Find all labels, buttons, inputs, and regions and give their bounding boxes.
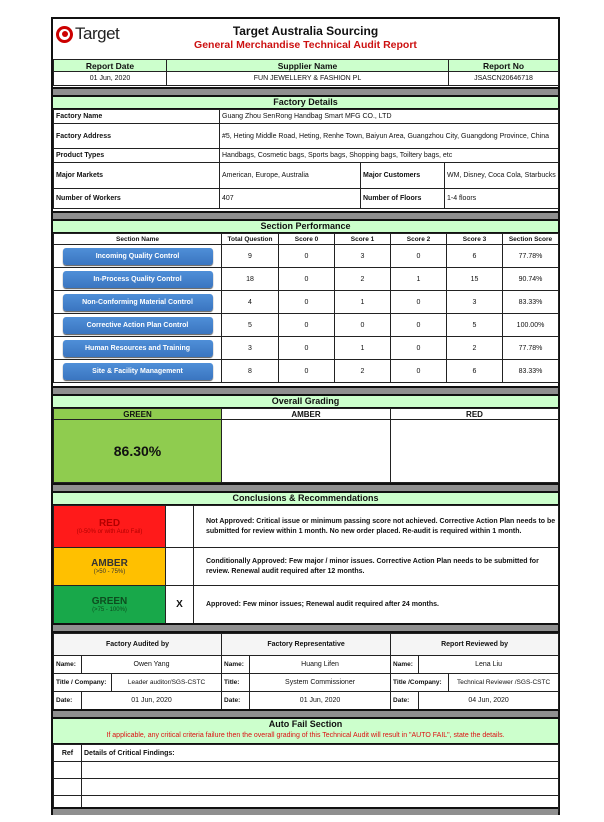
- finding-details[interactable]: [82, 779, 559, 796]
- product-types-label: Product Types: [54, 149, 220, 163]
- logo-text: Target: [75, 24, 120, 43]
- representative-date-label: Date:: [222, 692, 250, 710]
- section-divider: [53, 483, 558, 493]
- score-1-value: 1: [335, 337, 391, 360]
- section-button-site-facility-management[interactable]: Site & Facility Management: [63, 363, 213, 380]
- table-row: [54, 314, 559, 337]
- amber-score-cell: [222, 420, 391, 483]
- score-3-value: 6: [447, 245, 503, 268]
- workers-label: Number of Workers: [54, 189, 220, 209]
- section-performance-title: Section Performance: [53, 221, 558, 233]
- factory-details-section: [53, 97, 558, 209]
- representative-date-value: 01 Jun, 2020: [250, 692, 391, 710]
- reviewer-date-value: 04 Jun, 2020: [419, 692, 559, 710]
- representative-title-value: System Commissioner: [250, 674, 391, 692]
- supplier-name-header: Supplier Name: [167, 60, 449, 72]
- selection-mark: [166, 548, 194, 586]
- score-3-value: 15: [447, 268, 503, 291]
- score-0-value: 0: [279, 360, 335, 383]
- grade-amber-label: [54, 548, 166, 586]
- reviewer-name-label: Name:: [391, 656, 419, 674]
- report-no-header: Report No: [449, 60, 559, 72]
- col-score-3: Score 3: [447, 234, 503, 245]
- critical-findings-header: Details of Critical Findings:: [82, 745, 559, 762]
- conclusion-text: Not Approved: Critical issue or minimum passing score not achieved. Corrective Action Plan needs to be submitted for review within 1 month. No new order placed. Re-audit is required within 1 month.: [194, 506, 559, 548]
- score-0-value: 0: [279, 245, 335, 268]
- representative-header: Factory Representative: [222, 634, 391, 656]
- report-title: Target Australia Sourcing: [232, 24, 379, 38]
- major-markets-value: American, Europe, Australia: [220, 163, 361, 189]
- factory-name-value: Guang Zhou SenRong Handbag Smart MFG CO., LTD: [220, 110, 559, 124]
- auto-fail-header: [53, 719, 558, 744]
- total-question-value: 9: [222, 245, 279, 268]
- score-1-value: 2: [335, 360, 391, 383]
- auditor-name-label: Name:: [54, 656, 82, 674]
- score-0-value: 0: [279, 268, 335, 291]
- auto-fail-section: [53, 719, 558, 812]
- conclusion-text: Conditionally Approved: Few major / minor issues. Corrective Action Plan needs to be submitted for review. Renewal audit required after 12 months.: [194, 548, 559, 586]
- conclusion-row-green: [54, 586, 559, 624]
- col-score-1: Score 1: [335, 234, 391, 245]
- grade-red-label: [54, 506, 166, 548]
- section-score-value: 83.33%: [503, 360, 559, 383]
- section-performance: [53, 221, 558, 383]
- total-question-value: 5: [222, 314, 279, 337]
- grade-green-label: [54, 586, 166, 624]
- major-customers-value: WM, Disney, Coca Cola, Starbucks: [445, 163, 559, 189]
- section-score-value: 77.78%: [503, 337, 559, 360]
- section-score-value: 77.78%: [503, 245, 559, 268]
- finding-row: [54, 779, 559, 796]
- section-button-in-process-quality-control[interactable]: In-Process Quality Control: [63, 271, 213, 288]
- table-row: [54, 291, 559, 314]
- section-divider: [53, 807, 558, 815]
- representative-title-label: Title:: [222, 674, 250, 692]
- report-date-header: Report Date: [54, 60, 167, 72]
- table-row: [54, 268, 559, 291]
- score-3-value: 2: [447, 337, 503, 360]
- score-1-value: 1: [335, 291, 391, 314]
- grade-range: (>75 - 100%): [92, 607, 127, 613]
- representative-name-label: Name:: [222, 656, 250, 674]
- signatures-section: [53, 633, 558, 710]
- score-0-value: 0: [279, 314, 335, 337]
- auto-fail-note: If applicable, any critical criteria failure then the overall grading of this Technical Audit will result in "AUTO FAIL", state the details.: [106, 732, 505, 739]
- red-score-cell: [391, 420, 559, 483]
- table-row: [54, 245, 559, 268]
- score-3-value: 5: [447, 314, 503, 337]
- section-button-incoming-quality-control[interactable]: Incoming Quality Control: [63, 248, 213, 265]
- factory-name-label: Factory Name: [54, 110, 220, 124]
- score-2-value: 0: [391, 314, 447, 337]
- overall-grading: [53, 396, 558, 483]
- score-1-value: 2: [335, 268, 391, 291]
- report-no-value: JSASCN20646718: [449, 72, 559, 86]
- score-1-value: 0: [335, 314, 391, 337]
- reviewer-header: Report Reviewed by: [391, 634, 559, 656]
- score-1-value: 3: [335, 245, 391, 268]
- grade-name: AMBER: [91, 558, 128, 569]
- score-2-value: 0: [391, 337, 447, 360]
- col-total-question: Total Question: [222, 234, 279, 245]
- grade-red-header: RED: [391, 409, 559, 420]
- finding-details[interactable]: [82, 762, 559, 779]
- factory-details-title: Factory Details: [53, 97, 558, 109]
- factory-address-label: Factory Address: [54, 124, 220, 149]
- section-button-human-resources-and-training[interactable]: Human Resources and Training: [63, 340, 213, 357]
- section-divider: [53, 211, 558, 221]
- representative-name-value: Huang Lifen: [250, 656, 391, 674]
- total-question-value: 8: [222, 360, 279, 383]
- overall-score-value: 86.30%: [54, 420, 222, 483]
- section-score-value: 83.33%: [503, 291, 559, 314]
- grade-amber-header: AMBER: [222, 409, 391, 420]
- score-2-value: 0: [391, 360, 447, 383]
- section-divider: [53, 623, 558, 633]
- grade-name: RED: [98, 518, 121, 529]
- section-divider: [53, 709, 558, 719]
- floors-value: 1-4 floors: [445, 189, 559, 209]
- selection-mark: [166, 506, 194, 548]
- conclusion-row-amber: [54, 548, 559, 586]
- auditor-title-value: Leader auditor/SGS-CSTC: [112, 674, 222, 692]
- summary-table: [53, 59, 558, 86]
- grade-name: GREEN: [91, 596, 128, 607]
- section-divider: [53, 386, 558, 396]
- score-2-value: 0: [391, 245, 447, 268]
- auditor-name-value: Owen Yang: [82, 656, 222, 674]
- reviewer-name-value: Lena Liu: [419, 656, 559, 674]
- grade-range: (>50 - 75%): [93, 569, 126, 575]
- finding-row: [54, 762, 559, 779]
- total-question-value: 3: [222, 337, 279, 360]
- supplier-name-value: FUN JEWELLERY & FASHION PL: [167, 72, 449, 86]
- auditor-date-value: 01 Jun, 2020: [82, 692, 222, 710]
- overall-grading-title: Overall Grading: [53, 396, 558, 408]
- finding-ref[interactable]: [54, 779, 82, 796]
- score-3-value: 6: [447, 360, 503, 383]
- ref-header: Ref: [54, 745, 82, 762]
- section-button-corrective-action-plan-control[interactable]: Corrective Action Plan Control: [63, 317, 213, 334]
- conclusion-text: Approved: Few minor issues; Renewal audit required after 24 months.: [194, 586, 559, 624]
- grade-range: (0-50% or with Auto Fail): [76, 529, 143, 535]
- section-button-non-conforming-material-control[interactable]: Non-Conforming Material Control: [63, 294, 213, 311]
- reviewer-title-value: Technical Reviewer /SGS-CSTC: [449, 674, 559, 692]
- total-question-value: 4: [222, 291, 279, 314]
- auto-fail-title: Auto Fail Section: [268, 719, 343, 729]
- floors-label: Number of Floors: [361, 189, 445, 209]
- grade-green-header: GREEN: [54, 409, 222, 420]
- reviewer-title-label: Title /Company:: [391, 674, 449, 692]
- conclusion-row-red: [54, 506, 559, 548]
- finding-ref[interactable]: [54, 762, 82, 779]
- total-question-value: 18: [222, 268, 279, 291]
- auditor-date-label: Date:: [54, 692, 82, 710]
- section-score-value: 90.74%: [503, 268, 559, 291]
- auditor-title-label: Title / Company:: [54, 674, 112, 692]
- section-divider: [53, 87, 558, 97]
- report-subtitle: General Merchandise Technical Audit Report: [194, 39, 417, 51]
- product-types-value: Handbags, Cosmetic bags, Sports bags, Shopping bags, Toiltery bags, etc: [220, 149, 559, 163]
- col-section-name: Section Name: [54, 234, 222, 245]
- audit-report-page: [51, 17, 560, 815]
- col-score-2: Score 2: [391, 234, 447, 245]
- table-row: [54, 360, 559, 383]
- report-date-value: 01 Jun, 2020: [54, 72, 167, 86]
- section-score-value: 100.00%: [503, 314, 559, 337]
- reviewer-date-label: Date:: [391, 692, 419, 710]
- col-score-0: Score 0: [279, 234, 335, 245]
- score-2-value: 0: [391, 291, 447, 314]
- auditor-header: Factory Audited by: [54, 634, 222, 656]
- score-0-value: 0: [279, 291, 335, 314]
- factory-address-value: #5, Heting Middle Road, Heting, Renhe Town, Baiyun Area, Guangzhou City, Guangdong Province, China: [220, 124, 559, 149]
- col-section-score: Section Score: [503, 234, 559, 245]
- table-row: [54, 337, 559, 360]
- major-customers-label: Major Customers: [361, 163, 445, 189]
- score-2-value: 1: [391, 268, 447, 291]
- conclusions-title: Conclusions & Recommendations: [53, 493, 558, 505]
- conclusions-section: [53, 493, 558, 624]
- major-markets-label: Major Markets: [54, 163, 220, 189]
- score-3-value: 3: [447, 291, 503, 314]
- selection-mark: X: [166, 586, 194, 624]
- workers-value: 407: [220, 189, 361, 209]
- score-0-value: 0: [279, 337, 335, 360]
